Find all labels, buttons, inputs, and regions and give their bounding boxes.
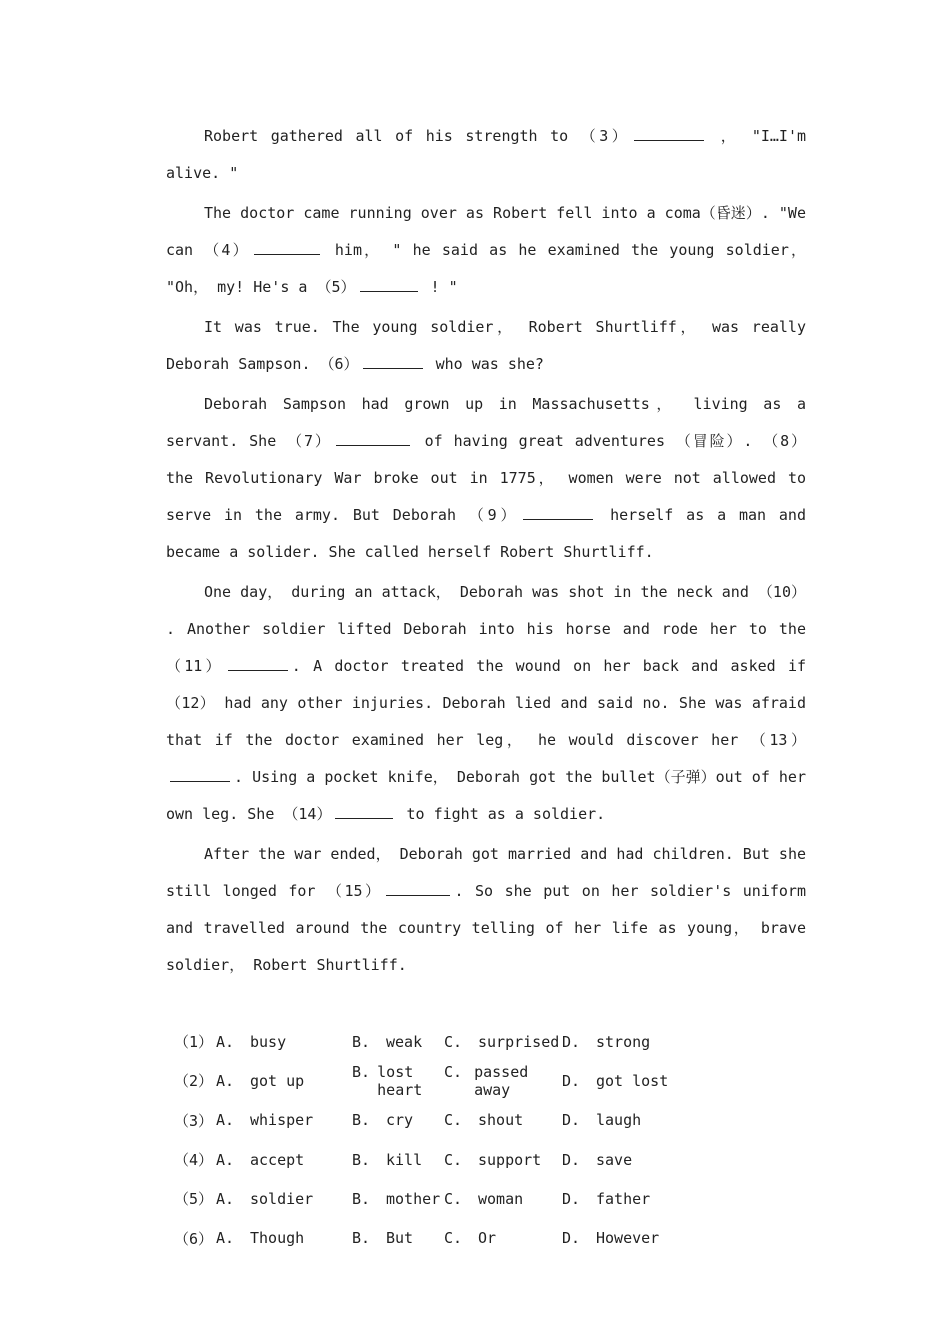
option-text: soldier (250, 1189, 314, 1208)
option-a (216, 1111, 352, 1129)
option-d (562, 1229, 702, 1247)
paragraph-text: to fight as a soldier. (397, 805, 606, 823)
option-d (562, 1072, 702, 1090)
option-text: save (596, 1150, 633, 1169)
option-text: weak (386, 1032, 423, 1051)
option-letter: C. (444, 1032, 463, 1051)
paragraph-text: It was true. The young soldier， Robert Shurtliff， was really Deborah Sampson. （6） (166, 318, 806, 373)
paragraph-text: Robert gathered all of his strength to （3） (204, 127, 631, 145)
option-c (444, 1151, 562, 1169)
option-a (216, 1033, 352, 1051)
option-text: But (386, 1229, 414, 1248)
paragraph-text: . A doctor treated the wound on her back and asked if （12） had any other injuries. Deborah lied and said no. She was afraid that if the doctor examined her leg， he would discover her （13） (166, 657, 807, 749)
question-number: （4） (174, 1151, 214, 1170)
option-letter: D. (562, 1111, 581, 1130)
option-text: got lost (596, 1071, 669, 1090)
paragraph-text: herself as a man and became a solider. She called herself Robert Shurtliff. (166, 506, 806, 561)
option-text: Or (478, 1229, 497, 1248)
option-letter: C. (444, 1150, 463, 1169)
answer-blank (363, 352, 423, 369)
option-text: busy (250, 1032, 287, 1051)
question-number: （5） (174, 1190, 214, 1209)
option-c (444, 1229, 562, 1247)
option-text: However (596, 1229, 660, 1248)
answer-blank (254, 238, 320, 255)
passage-paragraph (166, 309, 806, 383)
question-number: （2） (174, 1072, 214, 1091)
option-a (216, 1151, 352, 1169)
option-text: passed away (474, 1062, 529, 1099)
option-letter: D. (562, 1150, 581, 1169)
answer-blank (335, 802, 393, 819)
option-letter: D. (562, 1071, 581, 1090)
option-letter: C. (444, 1229, 463, 1248)
answer-blank (360, 275, 418, 292)
paragraph-text: After the war ended， Deborah got married and had children. But she still longed for （15） (166, 845, 806, 900)
option-row (166, 1061, 806, 1100)
paragraph-text: who was she? (426, 355, 544, 373)
option-text: whisper (250, 1111, 314, 1130)
option-letter: A. (216, 1071, 235, 1090)
passage-paragraph (166, 836, 806, 984)
passage-paragraph (166, 386, 806, 571)
answer-blank (634, 124, 704, 141)
option-letter: D. (562, 1032, 581, 1051)
option-b (352, 1033, 444, 1051)
option-text: laugh (596, 1111, 642, 1130)
option-b (352, 1190, 444, 1208)
option-letter: B. (352, 1062, 371, 1081)
option-letter: C. (444, 1111, 463, 1130)
option-b (352, 1151, 444, 1169)
option-a (216, 1190, 352, 1208)
option-row (166, 1218, 806, 1257)
option-text: mother (386, 1189, 441, 1208)
option-row (166, 1101, 806, 1140)
option-letter: D. (562, 1229, 581, 1248)
option-letter: A. (216, 1150, 235, 1169)
option-letter: C. (444, 1062, 463, 1081)
paragraph-text: . So she put on her soldier's uniform and travelled around the country telling of her life as young， brave soldier， Robert Shurtliff. (166, 882, 806, 974)
option-letter: A. (216, 1032, 235, 1051)
option-c (444, 1063, 562, 1099)
option-row (166, 1179, 806, 1218)
option-letter: B. (352, 1032, 371, 1051)
question-number: （6） (174, 1229, 214, 1248)
option-row (166, 1022, 806, 1061)
option-c (444, 1033, 562, 1051)
option-letter: B. (352, 1150, 371, 1169)
answer-blank (386, 879, 450, 896)
option-letter: C. (444, 1189, 463, 1208)
option-letter: D. (562, 1189, 581, 1208)
option-letter: B. (352, 1189, 371, 1208)
option-c (444, 1190, 562, 1208)
option-row (166, 1140, 806, 1179)
paragraph-text: . Using a pocket knife， Deborah got the bullet（子弹）out of her own leg. She （14） (166, 768, 806, 823)
paragraph-text: of having great adventures （冒险）. （8） the Revolutionary War broke out in 1775， women were not allowed to serve in the army. But Deborah （9） (166, 432, 806, 524)
passage-paragraph (166, 574, 806, 833)
option-text: lost heart (377, 1062, 423, 1099)
paragraph-text: ， "I…I'm alive. " (166, 127, 806, 182)
options-list (166, 1022, 806, 1258)
paragraph-text: Deborah Sampson had grown up in Massachusetts， living as a servant. She （7） (166, 395, 806, 450)
option-text: strong (596, 1032, 651, 1051)
option-b (352, 1229, 444, 1247)
option-b (352, 1063, 444, 1099)
paragraph-text: him， " he said as he examined the young soldier， "Oh， my! He's a （5） (166, 241, 806, 296)
option-letter: B. (352, 1229, 371, 1248)
answer-blank (523, 503, 593, 520)
question-number: （1） (174, 1033, 214, 1052)
question-number: （3） (174, 1111, 214, 1130)
answer-blank (228, 654, 288, 671)
option-text: accept (250, 1150, 305, 1169)
answer-blank (170, 765, 230, 782)
option-text: surprised (478, 1032, 560, 1051)
option-a (216, 1229, 352, 1247)
paragraph-text: The doctor came running over as Robert fell into a coma（昏迷）. "We can （4） (166, 204, 806, 259)
option-letter: A. (216, 1229, 235, 1248)
option-letter: B. (352, 1111, 371, 1130)
option-text: shout (478, 1111, 524, 1130)
passage-paragraph (166, 195, 806, 306)
option-text: woman (478, 1189, 524, 1208)
option-d (562, 1033, 702, 1051)
option-letter: A. (216, 1111, 235, 1130)
answer-blank (336, 429, 410, 446)
option-d (562, 1151, 702, 1169)
option-d (562, 1111, 702, 1129)
passage-paragraph (166, 118, 806, 192)
option-text: kill (386, 1150, 423, 1169)
option-c (444, 1111, 562, 1129)
option-text: Though (250, 1229, 305, 1248)
paragraph-text: ! " (421, 278, 458, 296)
option-letter: A. (216, 1189, 235, 1208)
option-text: got up (250, 1071, 305, 1090)
option-text: father (596, 1189, 651, 1208)
option-text: support (478, 1150, 542, 1169)
option-a (216, 1072, 352, 1090)
option-text: cry (386, 1111, 414, 1130)
option-d (562, 1190, 702, 1208)
option-b (352, 1111, 444, 1129)
paragraph-text: One day， during an attack， Deborah was shot in the neck and （10） . Another soldier lifted Deborah into his horse and rode her to the （11） (166, 583, 806, 675)
passage (166, 118, 806, 984)
